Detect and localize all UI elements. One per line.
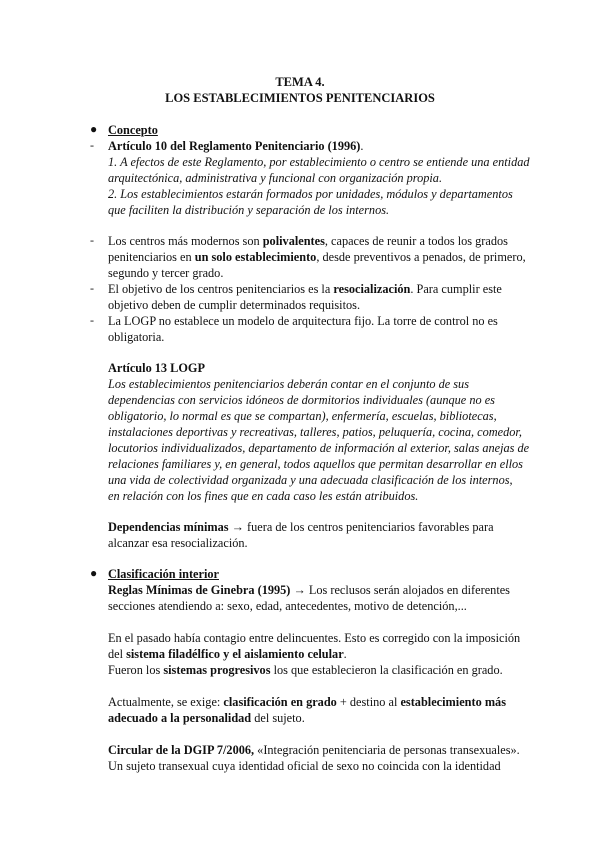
para-ginebra: secciones atendiendo a: sexo, edad, antecedentes, motivo de detención,... — [108, 599, 467, 613]
art13-line: obligatorio, lo normal es que se compartan), enfermería, escuelas, bibliotecas, — [108, 409, 497, 423]
art13-heading: Artículo 13 LOGP — [108, 361, 206, 375]
para-circular: Circular de la DGIP 7/2006, «Integración penitenciaria de personas transexuales». — [108, 743, 520, 757]
para-dependencias: Dependencias mínimas → fuera de los centros penitenciarios favorables para — [108, 520, 494, 534]
para-dependencias: alcanzar esa resocialización. — [108, 536, 248, 550]
art13-line: dependencias con servicios idóneos de dormitorios individuales (aunque no es — [108, 393, 495, 407]
section-heading-clasificacion: Clasificación interior — [108, 567, 219, 581]
para-logp: La LOGP no establece un modelo de arquitectura fijo. La torre de control no es — [108, 314, 498, 328]
art10-line: que faciliten la distribución y separación de los internos. — [108, 203, 390, 217]
art10-line: 2. Los establecimientos estarán formados por unidades, módulos y departamentos — [108, 187, 513, 201]
art10-line: arquitectónica, administrativa y funcional con organización propia. — [108, 171, 443, 185]
para-resocializacion: El objetivo de los centros penitenciarios es la resocialización. Para cumplir este — [108, 282, 502, 296]
para-pasado: Fueron los sistemas progresivos los que establecieron la clasificación en grado. — [108, 663, 503, 677]
art13-line: instalaciones deportivas y recreativas, talleres, patios, peluquería, cocina, comedor, — [108, 425, 522, 439]
doc-title: LOS ESTABLECIMIENTOS PENITENCIARIOS — [165, 91, 435, 105]
para-pasado: del sistema filadélfico y el aislamiento celular. — [108, 647, 347, 661]
art13-line: locutorios individualizados, departamento de información al exterior, salas anejas de — [108, 441, 530, 455]
para-polivalentes: Los centros más modernos son polivalentes, capaces de reunir a todos los grados — [108, 234, 508, 248]
para-polivalentes: segundo y tercer grado. — [108, 266, 224, 280]
para-logp: obligatoria. — [108, 330, 165, 344]
art10-heading: Artículo 10 del Reglamento Penitenciario (1996). — [108, 139, 364, 153]
section-heading-concepto: Concepto — [108, 123, 158, 137]
doc-title-number: TEMA 4. — [275, 75, 325, 89]
para-actualmente: Actualmente, se exige: clasificación en grado + destino al establecimiento más — [108, 695, 506, 709]
art10-line: 1. A efectos de este Reglamento, por establecimiento o centro se entiende una entidad — [108, 155, 530, 169]
para-resocializacion: objetivo deben de cumplir determinados requisitos. — [108, 298, 361, 312]
dash-marker: - — [90, 313, 94, 327]
bullet-icon: ● — [90, 122, 98, 136]
art13-line: una vida de colectividad organizada y una adecuada clasificación de los internos, — [108, 473, 513, 487]
art13-line: relaciones familiares y, en general, todos aquellos que permitan desarrollar en ellos — [108, 457, 523, 471]
dash-marker: - — [90, 138, 94, 152]
para-ginebra: Reglas Mínimas de Ginebra (1995) → Los reclusos serán alojados en diferentes — [108, 583, 510, 597]
para-circular: Un sujeto transexual cuya identidad oficial de sexo no coincida con la identidad — [108, 759, 501, 773]
para-polivalentes: penitenciarios en un solo establecimiento, desde preventivos a penados, de primero, — [108, 250, 526, 264]
art13-line: Los establecimientos penitenciarios deberán contar en el conjunto de sus — [108, 377, 469, 391]
para-actualmente: adecuado a la personalidad del sujeto. — [108, 711, 305, 725]
art13-line: en relación con los fines que en cada caso les están atribuidos. — [108, 489, 419, 503]
bullet-icon: ● — [90, 566, 98, 580]
dash-marker: - — [90, 233, 94, 247]
dash-marker: - — [90, 281, 94, 295]
para-pasado: En el pasado había contagio entre delincuentes. Esto es corregido con la imposición — [108, 631, 521, 645]
